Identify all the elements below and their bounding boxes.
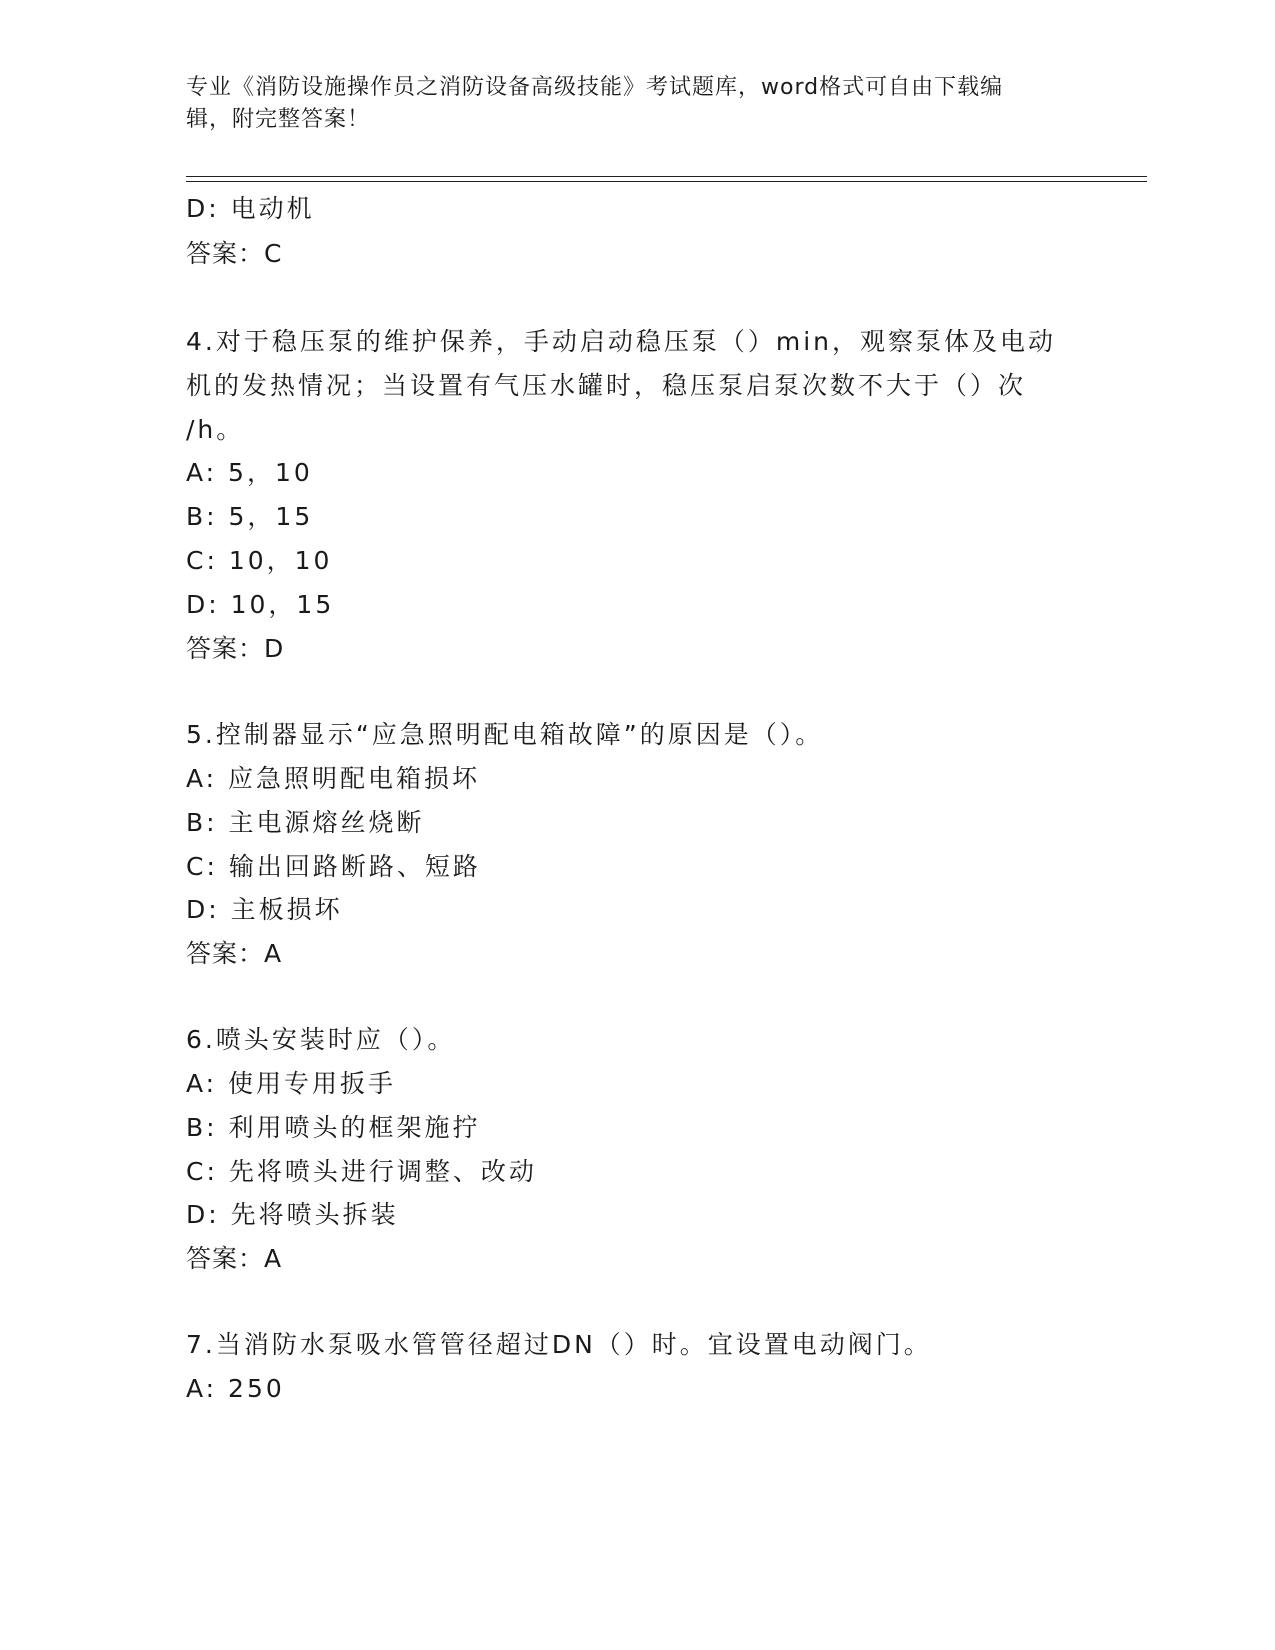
q5-option-c: C: 输出回路断路、短路 (186, 852, 481, 881)
q4-option-d: D: 10，15 (186, 590, 335, 619)
header-rule-bottom (186, 181, 1147, 182)
q7-stem: 7.当消防水泵吸水管管径超过DN（）时。宜设置电动阀门。 (186, 1330, 932, 1359)
header-rule-top (186, 176, 1147, 177)
q4-option-a: A: 5，10 (186, 458, 313, 487)
q5-stem: 5.控制器显示“应急照明配电箱故障”的原因是（）。 (186, 720, 824, 749)
q4-stem-line-1: 4.对于稳压泵的维护保养，手动启动稳压泵（）min，观察泵体及电动 (186, 327, 1056, 356)
q6-stem: 6.喷头安装时应（）。 (186, 1025, 456, 1054)
q3-answer: 答案：C (186, 239, 283, 268)
q3-option-d: D: 电动机 (186, 194, 315, 223)
q6-option-b: B: 利用喷头的框架施拧 (186, 1113, 481, 1142)
q6-answer: 答案：A (186, 1244, 283, 1273)
header-line-1: 专业《消防设施操作员之消防设备高级技能》考试题库，word格式可自由下载编 (186, 75, 1004, 100)
q4-stem-line-3: /h。 (186, 415, 245, 444)
q6-option-d: D: 先将喷头拆装 (186, 1200, 399, 1229)
page-header (186, 72, 1066, 136)
q4-answer: 答案：D (186, 634, 285, 663)
q4-option-c: C: 10，10 (186, 546, 333, 575)
q5-option-d: D: 主板损坏 (186, 895, 343, 924)
q4-stem-line-2: 机的发热情况；当设置有气压水罐时，稳压泵启泵次数不大于（）次 (186, 371, 1027, 400)
q6-option-a: A: 使用专用扳手 (186, 1069, 397, 1098)
q5-option-b: B: 主电源熔丝烧断 (186, 808, 425, 837)
q5-option-a: A: 应急照明配电箱损坏 (186, 764, 481, 793)
q5-answer: 答案：A (186, 939, 283, 968)
q7-option-a: A: 250 (186, 1374, 285, 1403)
q6-option-c: C: 先将喷头进行调整、改动 (186, 1157, 537, 1186)
q4-option-b: B: 5，15 (186, 502, 314, 531)
header-line-2: 辑，附完整答案！ (186, 107, 371, 132)
